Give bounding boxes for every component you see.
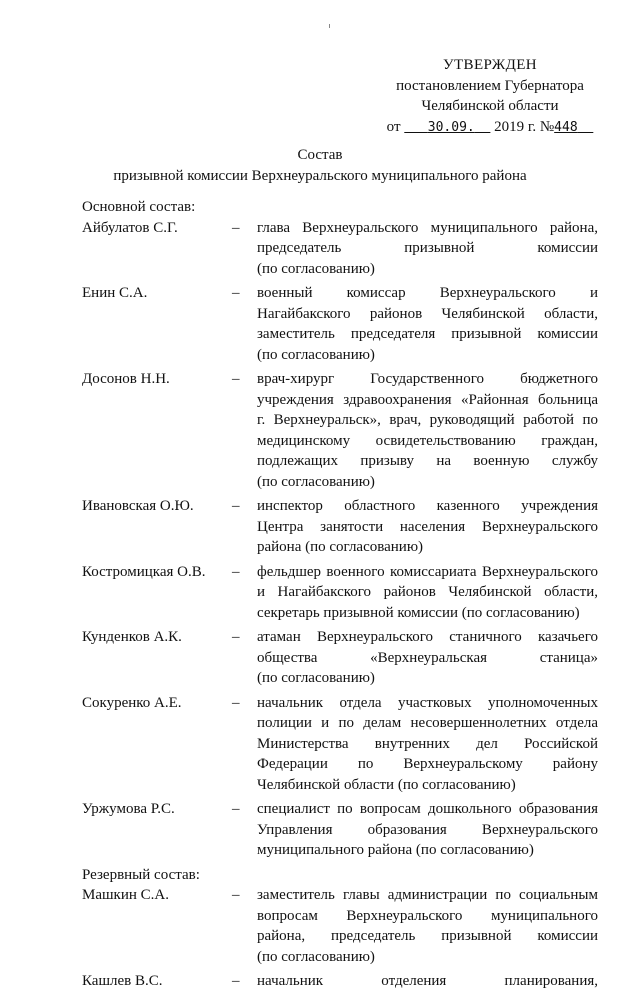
role-line: вопросам Верхнеуральского муниципального [257, 907, 598, 924]
member-row [82, 799, 598, 861]
dash-separator: – [232, 285, 240, 301]
role-line: района (по согласованию) [257, 539, 424, 555]
role-line: г. Верхнеуральск», врач, руководящий работой по [257, 412, 598, 428]
role-line: фельдшер военного комиссариата Верхнеуральского [257, 563, 598, 580]
main-section-heading: Основной состав: [82, 199, 196, 215]
dash-separator: – [232, 371, 240, 387]
role-line: (по согласованию) [257, 948, 375, 965]
main-members-list [82, 218, 598, 865]
role-line: начальник отделения планирования, [257, 973, 598, 989]
role-line: Федерации по Верхнеуральскому району [257, 756, 598, 772]
role-line: (по согласованию) [257, 346, 375, 363]
approval-line-2: Челябинской области [421, 98, 559, 114]
role-line: и Нагайбакского районов Челябинской области, [257, 584, 598, 600]
role-line: Челябинской области (по согласованию) [257, 776, 516, 793]
role-line: начальник отдела участковых уполномоченных [257, 694, 598, 711]
role-line: Управления образования Верхнеуральского [257, 821, 598, 838]
member-row [82, 496, 598, 558]
role-line: военный комиссар Верхнеуральского и [257, 285, 598, 301]
approval-stamp [380, 55, 600, 138]
document-title [0, 145, 640, 186]
role-line: заместитель главы администрации по социальным [257, 887, 598, 903]
scan-mark [329, 24, 330, 28]
member-row [82, 971, 598, 992]
commission-list [82, 197, 598, 996]
role-line: района, председатель призывной комиссии [257, 928, 598, 944]
member-name: Кунденков А.К. [82, 629, 182, 645]
dash-separator: – [232, 563, 240, 580]
approval-date-line [380, 117, 600, 139]
role-line: (по согласованию) [257, 260, 375, 277]
year-text: 2019 г. № [494, 118, 555, 135]
member-row [82, 885, 598, 967]
date-prefix: от [386, 118, 401, 135]
member-role [257, 627, 598, 689]
role-line: подлежащих призыву на военную службу [257, 453, 598, 469]
role-line: специалист по вопросам дошкольного образования [257, 801, 598, 817]
dash-separator: – [232, 887, 240, 903]
dash-separator: – [232, 801, 240, 817]
member-name: Сокуренко А.Е. [82, 694, 182, 711]
member-role [257, 283, 598, 365]
role-line: председатель призывной комиссии [257, 240, 598, 256]
role-line: полиции и по делам несовершеннолетних отдела [257, 715, 598, 731]
member-role [257, 218, 598, 280]
member-name: Айбулатов С.Г. [82, 219, 178, 236]
member-role [257, 799, 598, 861]
member-role [257, 369, 598, 492]
member-row [82, 283, 598, 365]
member-role [257, 562, 598, 624]
role-line: атаман Верхнеуральского станичного казачьего [257, 629, 598, 645]
member-name: Енин С.А. [82, 285, 148, 301]
member-name: Машкин С.А. [82, 887, 169, 903]
role-line: общества «Верхнеуральская станица» [257, 649, 598, 666]
role-line: учреждения здравоохранения «Районная больница [257, 391, 598, 408]
role-line: секретарь призывной комиссии (по согласованию) [257, 604, 580, 621]
member-row [82, 369, 598, 492]
member-row [82, 218, 598, 280]
approval-line-1: постановлением Губернатора [396, 77, 584, 94]
reserve-members-list [82, 885, 598, 996]
role-line: глава Верхнеуральского муниципального района, [257, 219, 598, 236]
reserve-section-heading: Резервный состав: [82, 866, 200, 883]
title-line-2: призывной комиссии Верхнеуральского муниципального района [113, 167, 527, 184]
member-name: Кашлев В.С. [82, 973, 163, 989]
member-name: Досонов Н.Н. [82, 371, 170, 387]
member-row [82, 693, 598, 796]
role-line: врач-хирург Государственного бюджетного [257, 371, 598, 387]
member-row [82, 627, 598, 689]
role-line: медицинскому освидетельствованию граждан, [257, 432, 598, 449]
member-role [257, 971, 598, 992]
member-role [257, 885, 598, 967]
member-role [257, 496, 598, 558]
role-line: (по согласованию) [257, 670, 375, 686]
decree-number: 448 [554, 119, 578, 135]
role-line: Нагайбакского районов Челябинской области, [257, 305, 598, 322]
dash-separator: – [232, 219, 240, 236]
dash-separator: – [232, 498, 240, 514]
role-line: инспектор областного казенного учреждения [257, 498, 598, 514]
dash-separator: – [232, 973, 240, 989]
member-name: Уржумова Р.С. [82, 801, 175, 817]
member-role [257, 693, 598, 796]
dash-separator: – [232, 629, 240, 645]
role-line: муниципального района (по согласованию) [257, 842, 534, 858]
role-line: Министерства внутренних дел Российской [257, 735, 598, 752]
dash-separator: – [232, 694, 240, 711]
date-value: 30.09. [427, 119, 475, 135]
approval-heading: УТВЕРЖДЕН [442, 57, 538, 73]
title-line-1: Состав [297, 147, 343, 163]
role-line: Центра занятости населения Верхнеуральского [257, 518, 598, 535]
member-name: Ивановская О.Ю. [82, 498, 194, 514]
role-line: заместитель председателя призывной комиссии [257, 326, 598, 342]
member-row [82, 562, 598, 624]
member-name: Костромицкая О.В. [82, 563, 206, 580]
role-line: (по согласованию) [257, 473, 375, 490]
